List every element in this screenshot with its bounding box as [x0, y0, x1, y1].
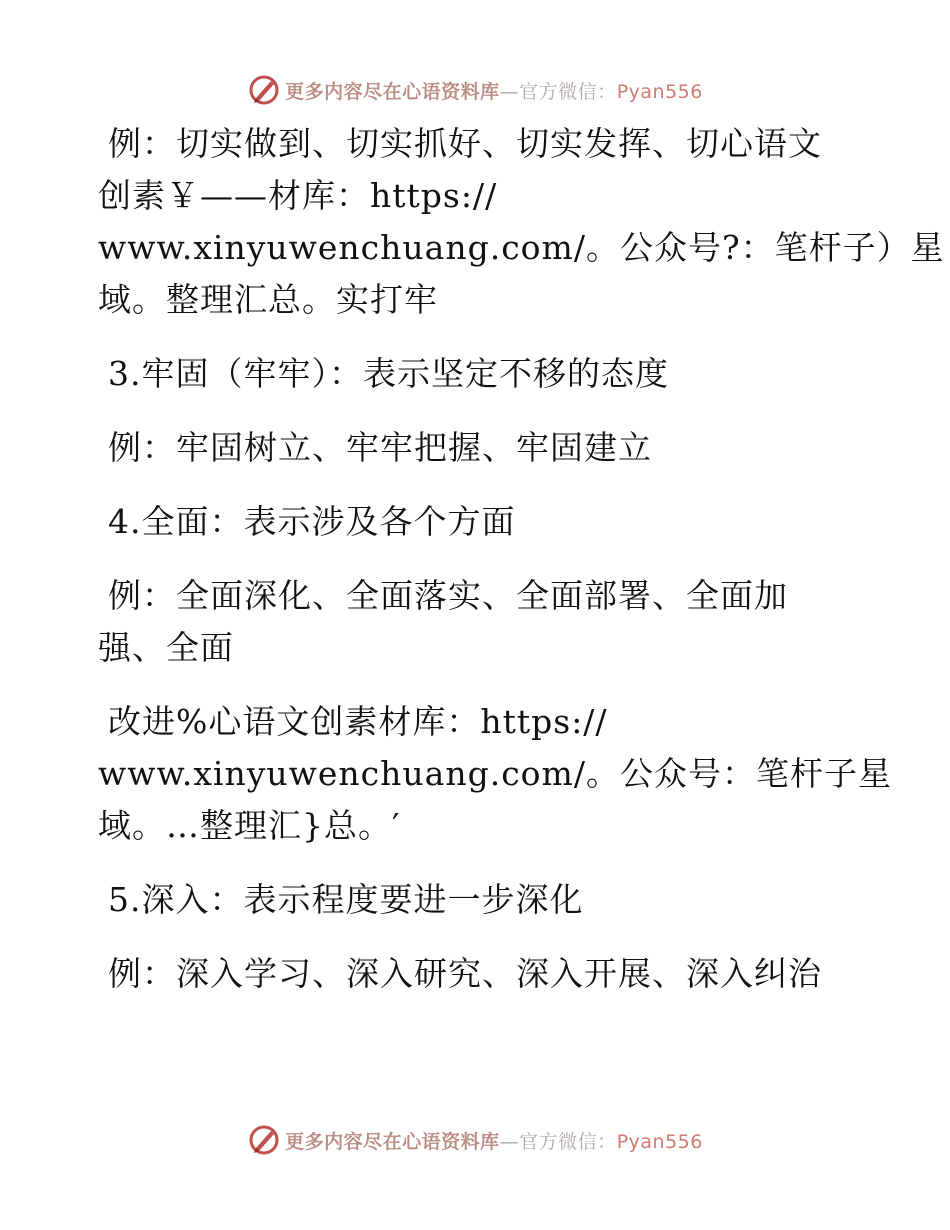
- text-line: 例：牢固树立、牢牢把握、牢固建立: [108, 428, 652, 467]
- text-line: 域。…整理汇}总。′: [98, 806, 401, 845]
- text-line: 5.深入：表示程度要进一步深化: [108, 880, 584, 919]
- document-body: [98, 118, 945, 1000]
- header-banner: [0, 70, 950, 110]
- text-line: www.xinyuwenchuang.com/。公众号?：笔杆子）星: [98, 228, 945, 267]
- text-line: www.xinyuwenchuang.com/。公众号：笔杆子星: [98, 754, 892, 793]
- footer-banner: [0, 1120, 950, 1160]
- text-line: 强、全面: [98, 628, 234, 667]
- pen-logo-icon: [247, 73, 281, 107]
- text-line: 域。整理汇总。实打牢: [98, 280, 438, 319]
- pen-logo-icon: [247, 1123, 281, 1157]
- text-line: 4.全面：表示涉及各个方面: [108, 502, 516, 541]
- text-line: 3.牢固（牢牢）：表示坚定不移的态度: [108, 354, 669, 393]
- header-text: 更多内容尽在心语资料库—官方微信：Pyan556: [285, 80, 703, 103]
- footer-text: 更多内容尽在心语资料库—官方微信：Pyan556: [285, 1130, 703, 1153]
- text-line: 创素￥——材库：https://: [98, 176, 498, 215]
- text-line: 例：全面深化、全面落实、全面部署、全面加: [108, 576, 788, 615]
- text-line: 例：深入学习、深入研究、深入开展、深入纠治: [108, 954, 822, 993]
- text-line: 改进%心语文创素材库：https://: [108, 702, 608, 741]
- text-line: 例：切实做到、切实抓好、切实发挥、切心语文: [108, 124, 822, 163]
